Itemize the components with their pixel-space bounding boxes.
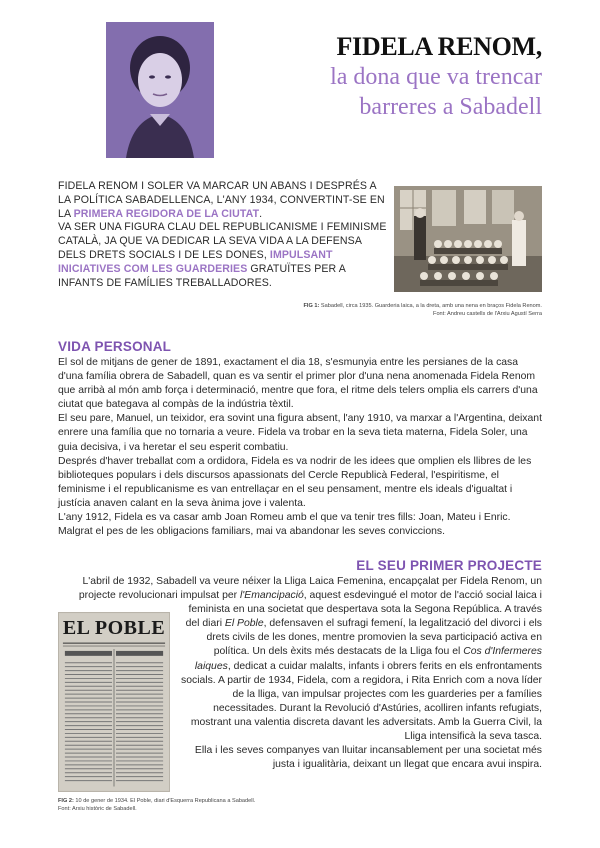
intro-text (58, 180, 390, 290)
intro-p2-end: GRATUÏTES PER A INFANTS DE FAMÍLIES TREBALLADORES. (58, 262, 346, 289)
section-1-paragraph: Després d'haver treballat com a ordidora, Fidela es va nodrir de les idees que omplien els llibres de les biblioteques populars i dels discursos apassionats del Cercle Republicà Federal, l'espiritisme, el feminisme i el republicanisme es van entrellaçar en el seu pensament, mentre els ideals d'igualtat i justícia anaven calant en la seva ànima jove i valenta. (58, 455, 532, 509)
section-2-text-a: L'abril de 1932, Sabadell va veure néixer la Lliga Laica Femenina, encapçalat per Fidela Renom, un projecte revolucionari impulsat per (78, 576, 542, 602)
figure-2-caption-text: 10 de gener de 1934. El Poble, diari d'Esquerra Republicana a Sabadell. (75, 798, 256, 804)
intro-highlight-guarderies: IMPULSANT INICIATIVES COM LES GUARDERIES (58, 248, 333, 275)
page-subtitle-line-2: barreres a Sabadell (359, 94, 542, 120)
section-2-text-b: , aquest esdevingué el motor de l'acció social laica i feminista en una societat que despertava sota la Segona República. A través del diari (185, 590, 542, 630)
section-1-paragraph: El seu pare, Manuel, un teixidor, era sovint una figura absent, l'any 1910, va marxar a l'Argentina, deixant enrere una família que no tornaria a veure. Fidela va trobar en la seva tieta materna, Fidela Soler, una guia decisiva, i va heretar el seu esperit combatiu. (58, 413, 542, 453)
intro-highlight-regidora: PRIMERA REGIDORA DE LA CIUTAT (73, 207, 260, 220)
section-1-paragraph: El sol de mitjans de gener de 1891, exactament el dia 18, s'esmunyia entre les persianes de la casa d'una família obrera de Sabadell, quan es va sentir el primer plor d'una nena anomenada Fidela Renom que arribà al món amb força i determinació, mentre que fora, el ritme dels telers omplia els carrers d'una ciutat que bategava al compàs de la indústria tèxtil. (58, 357, 538, 411)
figure-2-caption-line (58, 797, 255, 805)
page-title: FIDELA RENOM, (336, 32, 542, 61)
figure-1-photo (394, 186, 542, 292)
intro-paragraph-2 (58, 221, 390, 290)
figure-1-caption (303, 302, 542, 318)
section-2-emphasis-infermeres: Cos d'Infermeres laiques (194, 646, 542, 672)
section-2-emphasis-emancipacio: l'Emancipació (240, 590, 304, 602)
newspaper-masthead: EL POBLE (62, 617, 166, 639)
section-heading-vida-personal: VIDA PERSONAL (58, 339, 172, 354)
intro-p1-text: FIDELA RENOM I SOLER VA MARCAR UN ABANS I DESPRÉS A LA POLÍTICA SABADELLENCA, L'ANY 1934, CONVERTINT-SE EN LA (58, 180, 385, 220)
nursery-photo (394, 186, 542, 292)
figure-1-caption-text: Sabadell, circa 1935. Guarderia laica, a la dreta, amb una nena en braços Fidela Renom. (320, 303, 542, 309)
section-2-emphasis-el-poble: El Poble (224, 618, 264, 630)
figure-1-caption-line (303, 302, 542, 310)
portrait-image (106, 22, 214, 158)
page-subtitle-line-1: la dona que va trencar (330, 64, 542, 90)
portrait-photo (106, 22, 214, 158)
section-2-paragraph-2: Ella i les seves companyes van lluitar incansablement per una societat més justa i igualitària, deixant un llegat que encara avui inspira. (194, 745, 542, 771)
figure-1-source: Font: Andreu castells de l'Arxiu Agustí Serra (433, 311, 542, 317)
intro-paragraph-1 (58, 180, 390, 221)
section-2-paragraph-1 (60, 575, 542, 744)
figure-2-caption (58, 797, 255, 813)
title-block (330, 32, 542, 122)
section-heading-primer-projecte: EL SEU PRIMER PROJECTE (356, 558, 542, 573)
section-2-body (60, 575, 542, 810)
section-1-body (58, 356, 543, 539)
intro-p2-text: VA SER UNA FIGURA CLAU DEL REPUBLICANISME I FEMINISME CATALÀ, JA QUE VA DEDICAR LA SEVA VIDA A LA DEFENSA DELS DRETS SOCIALS I DE LES DONES, (58, 221, 387, 261)
intro-p1-end: . (259, 207, 263, 220)
section-2-text-c: , defensaven el sufragi femení, la legalització del divorci i els drets civils de les dones, mentre promovien la seva participació activa en política. Un dels èxits més destacats de la Lliga fou el (206, 618, 542, 658)
figure-2-source: Font: Arxiu històric de Sabadell. (58, 806, 137, 812)
section-1-paragraph: L'any 1912, Fidela es va casar amb Joan Romeu amb el que va tenir tres fills: Joan, Mateu i Enric. Malgrat el pes de les obligacions familiars, mai va abandonar les seves conviccions. (58, 512, 511, 538)
figure-1-label: FIG 1: (303, 303, 320, 309)
section-2-text-d: , dedicat a cuidar malalts, infants i obrers ferits en els enfrontaments socials. A partir de 1934, Fidela, com a regidora, i Rita Enrich com a nova líder de la lliga, van impulsar projectes com les guarderies per a famílies necessitades. Durant la Revolució d'Astúries, acolliren infants refugiats, mostrant una valentia discreta davant les adversitats. Amb la Guerra Civil, la Lliga intensificà la seva tasca. (181, 660, 542, 743)
figure-2-label: FIG 2: (58, 798, 74, 804)
